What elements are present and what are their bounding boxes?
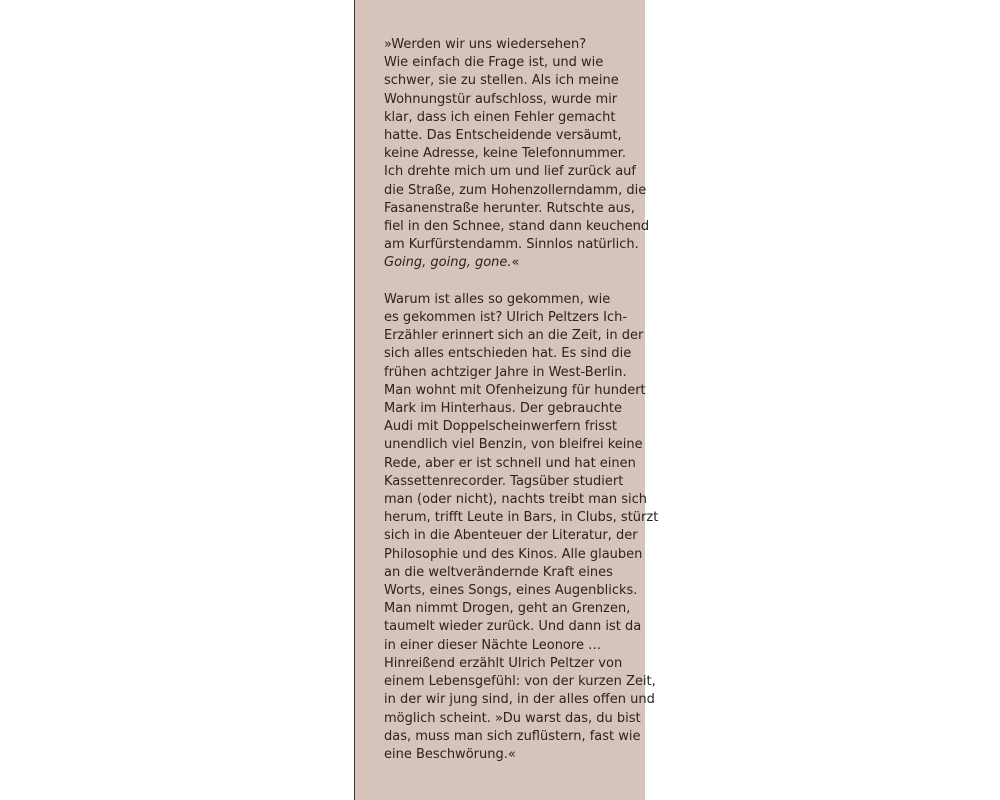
text-line-final <box>384 254 646 272</box>
text-line: Worts, eines Songs, eines Augenblicks. <box>384 583 638 599</box>
text-line: klar, dass ich einen Fehler gemacht <box>384 109 616 125</box>
text-line: Wie einfach die Frage ist, und wie <box>384 55 604 71</box>
text-line: an die weltverändernde Kraft eines <box>384 564 613 580</box>
text-line: keine Adresse, keine Telefonnummer. <box>384 146 627 162</box>
text-line: hatte. Das Entscheidende versäumt, <box>384 128 622 144</box>
text-line: eine Beschwörung.« <box>384 746 516 762</box>
paragraph-gap <box>384 273 646 291</box>
text-line: Mark im Hinterhaus. Der gebrauchte <box>384 401 622 417</box>
text-line: es gekommen ist? Ulrich Peltzers Ich- <box>384 310 628 326</box>
text-line: in der wir jung sind, in der alles offen und <box>384 692 655 708</box>
text-line: einem Lebensgefühl: von der kurzen Zeit, <box>384 674 656 690</box>
text-line: schwer, sie zu stellen. Als ich meine <box>384 73 619 89</box>
text-line: Philosophie und des Kinos. Alle glauben <box>384 546 643 562</box>
text-line: fiel in den Schnee, stand dann keuchend <box>384 219 650 235</box>
text-line: frühen achtziger Jahre in West-Berlin. <box>384 364 627 380</box>
closing-guillemet: « <box>511 255 520 271</box>
text-line: sich alles entschieden hat. Es sind die <box>384 346 632 362</box>
text-line: Wohnungstür aufschloss, wurde mir <box>384 91 618 107</box>
text-line: Rede, aber er ist schnell und hat einen <box>384 455 636 471</box>
italic-quote: Going, going, gone. <box>384 255 512 271</box>
text-line: sich in die Abenteuer der Literatur, der <box>384 528 638 544</box>
text-line: Fasanenstraße herunter. Rutschte aus, <box>384 200 635 216</box>
text-line: am Kurfürstendamm. Sinnlos natürlich. <box>384 237 639 253</box>
text-line: die Straße, zum Hohenzollerndamm, die <box>384 182 647 198</box>
blurb-paragraph-1 <box>384 36 650 273</box>
text-line: das, muss man sich zuflüstern, fast wie <box>384 728 641 744</box>
text-line: Hinreißend erzählt Ulrich Peltzer von <box>384 655 623 671</box>
text-line: möglich scheint. »Du warst das, du bist <box>384 710 641 726</box>
text-line: Kassettenrecorder. Tagsüber studiert <box>384 473 624 489</box>
text-line: Audi mit Doppelscheinwerfern frisst <box>384 419 617 435</box>
text-line: Ich drehte mich um und lief zurück auf <box>384 164 636 180</box>
text-line: Man wohnt mit Ofenheizung für hundert <box>384 382 646 398</box>
text-line: man (oder nicht), nachts treibt man sich <box>384 492 648 508</box>
text-line: Warum ist alles so gekommen, wie <box>384 291 611 307</box>
blurb-paragraph-2 <box>384 291 659 764</box>
text-line: Erzähler erinnert sich an die Zeit, in der <box>384 328 644 344</box>
blurb-text <box>384 36 659 764</box>
text-line: taumelt wieder zurück. Und dann ist da <box>384 619 642 635</box>
text-line: herum, trifft Leute in Bars, in Clubs, stürzt <box>384 510 659 526</box>
text-line: in einer dieser Nächte Leonore … <box>384 637 602 653</box>
text-line: »Werden wir uns wiedersehen? <box>384 37 587 52</box>
text-line: unendlich viel Benzin, von bleifrei keine <box>384 437 643 453</box>
text-line: Man nimmt Drogen, geht an Grenzen, <box>384 601 631 617</box>
